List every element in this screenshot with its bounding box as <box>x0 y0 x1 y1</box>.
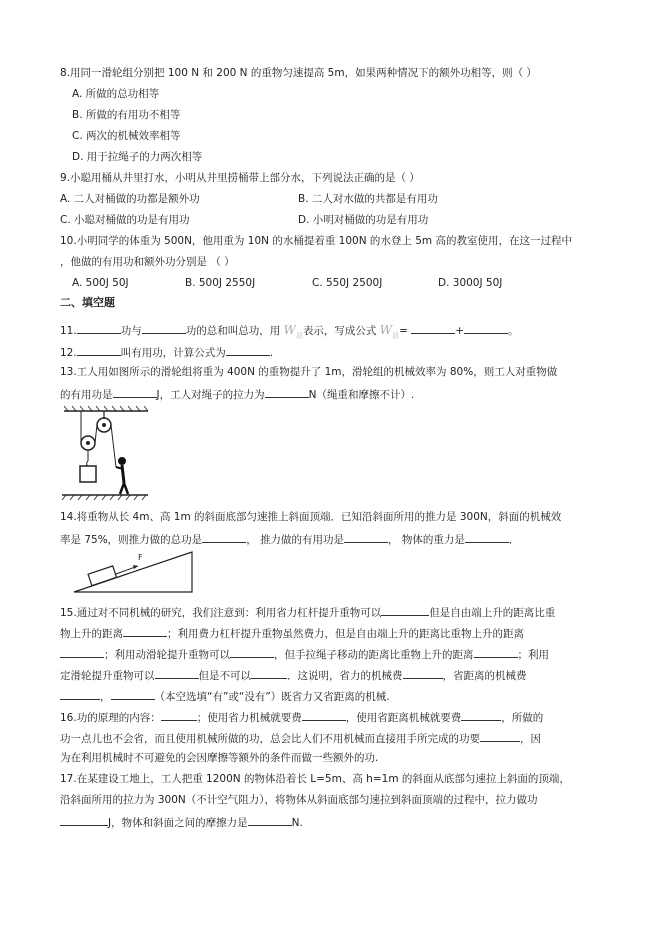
q15-blank-3[interactable] <box>60 646 104 658</box>
q15-blank-7[interactable] <box>251 667 287 679</box>
q15-blank-1[interactable] <box>381 604 429 616</box>
q9-option-a: A. 二人对桶做的功都是额外功 <box>60 193 200 205</box>
q9-stem: 9.小聪用桶从井里打水，小明从井里捞桶带上部分水，下列说法正确的是（ ） <box>60 172 420 184</box>
q10-option-d: D. 3000J 50J <box>438 277 503 289</box>
q11-blank-2[interactable] <box>142 322 186 334</box>
q8-option-a: A. 所做的总功相等 <box>72 88 160 100</box>
q9-option-c: C. 小聪对桶做的功是有用功 <box>60 214 190 226</box>
q12-end: . <box>269 347 274 359</box>
q17-line1: 17.在某建设工地上，工人把重 1200N 的物体沿着长 L=5m、高 h=1m 的斜面从底部匀速拉上斜面的顶端， <box>60 773 570 785</box>
q10-stem-line2: ，他做的有用功和额外功分别是 （ ） <box>60 256 235 268</box>
q11-text-a: 功与 <box>120 325 142 337</box>
q17-line3: J，物体和斜面之间的摩擦力是 N. <box>60 814 303 830</box>
q10-option-a: A. 500J 50J <box>72 277 129 289</box>
q14-blank-3[interactable] <box>465 531 509 543</box>
w-total-symbol: $W_总$ <box>283 323 303 340</box>
q12-blank-2[interactable] <box>226 344 270 356</box>
q11-text-b: 功的总和叫总功，用 <box>185 325 281 337</box>
q16-blank-4[interactable] <box>480 730 520 742</box>
q13-line2: 的有用功是 J，工人对绳子的拉力为 N（绳重和摩擦不计）. <box>60 386 414 402</box>
q10-stem-line1: 10.小明同学的体重为 500N，他用重为 10N 的水桶提着重 100N 的水登上 5m 高的教室使用，在这一过程中 <box>60 235 572 247</box>
q13-line1: 13.工人用如图所示的滑轮组将重为 400N 的重物提升了 1m，滑轮组的机械效率为 80%，则工人对重物做 <box>60 366 558 378</box>
q13-blank-2[interactable] <box>265 386 309 398</box>
q16-blank-1[interactable] <box>161 709 197 721</box>
q14-blank-1[interactable] <box>202 531 246 543</box>
q16-line2: 功一点儿也不会省，而且使用机械所做的功，总会比人们不用机械而直接用手所完成的功要 ，因 <box>60 730 541 746</box>
q10-option-b: B. 500J 2550J <box>185 277 256 289</box>
q11-equals: = <box>399 325 408 337</box>
q16-line1: 16.功的原理的内容： ；使用省力机械就要费 ，使用省距离机械就要费 ，所做的 <box>60 709 543 725</box>
q12-blank-1[interactable] <box>77 344 121 356</box>
q9-option-d: D. 小明对桶做的功是有用功 <box>298 214 429 226</box>
q11-plus: + <box>455 325 465 337</box>
q15-line4: 定滑轮提升重物可以 但是不可以 ．这说明，省力的机械费 ，省距离的机械费 <box>60 667 527 683</box>
q8-stem: 8.用同一滑轮组分别把 100 N 和 200 N 的重物匀速提高 5m，如果两种情况下的额外功相等，则（ ） <box>60 67 537 79</box>
q15-line1: 15.通过对不同机械的研究，我们注意到：利用省力杠杆提升重物可以 但是自由端上升的距离比重 <box>60 604 555 620</box>
w-total-symbol-formula: $W_总$ <box>379 323 400 340</box>
q11-blank-4[interactable] <box>464 322 508 334</box>
q17-line2: 沿斜面所用的拉力为 300N（不计空气阻力），将物体从斜面底部匀速拉到斜面顶端的过程中，拉力做功 <box>60 794 538 806</box>
q14-blank-2[interactable] <box>344 531 388 543</box>
section-title: 二、填空题 <box>60 296 115 309</box>
q11-number: 11. <box>60 325 77 337</box>
q12-line <box>60 344 273 360</box>
q15-blank-6[interactable] <box>155 667 199 679</box>
q11-line <box>60 322 519 342</box>
q8-option-d: D. 用于拉绳子的力两次相等 <box>72 151 203 163</box>
q10-option-c: C. 550J 2500J <box>312 277 383 289</box>
q11-blank-1[interactable] <box>77 322 121 334</box>
q12-number: 12. <box>60 347 77 359</box>
q15-blank-10[interactable] <box>111 688 155 700</box>
q15-line3: ；利用动滑轮提升重物可以 ，但手拉绳子移动的距离比重物上升的距离 ；利用 <box>60 646 549 662</box>
q11-blank-3[interactable] <box>411 322 455 334</box>
q16-blank-3[interactable] <box>461 709 501 721</box>
q16-blank-2[interactable] <box>302 709 346 721</box>
q14-line1: 14.将重物从长 4m、高 1m 的斜面底部匀速推上斜面顶端．已知沿斜面所用的推力是 300N，斜面的机械效 <box>60 511 562 523</box>
q11-text-c: 表示，写成公式 <box>302 325 377 337</box>
q14-line2: 率是 75%，则推力做的总功是 ， 推力做的有用功是 ， 物体的重力是 ． <box>60 531 519 547</box>
q15-blank-2[interactable] <box>123 625 167 637</box>
q8-option-b: B. 所做的有用功不相等 <box>72 109 181 121</box>
q15-line5: ， （本空选填“有”或“没有”）既省力又省距离的机械. <box>60 688 390 704</box>
q12-text: 叫有用功，计算公式为 <box>120 347 226 359</box>
q9-option-b: B. 二人对水做的共都是有用功 <box>298 193 438 205</box>
q15-line2: 物上升的距离 ；利用费力杠杆提升重物虽然费力，但是自由端上升的距离比重物上升的距离 <box>60 625 524 641</box>
q17-blank-2[interactable] <box>248 814 292 826</box>
q15-blank-8[interactable] <box>403 667 443 679</box>
q16-line3: 为在利用机械时不可避免的会因摩擦等额外的条件而做一些额外的功. <box>60 752 379 764</box>
force-label: F <box>138 553 143 562</box>
pulley-system-figure <box>60 405 150 500</box>
q8-option-c: C. 两次的机械效率相等 <box>72 130 181 142</box>
q15-blank-4[interactable] <box>230 646 274 658</box>
q15-blank-9[interactable] <box>60 688 100 700</box>
q13-blank-1[interactable] <box>113 386 157 398</box>
q11-end: 。 <box>508 325 519 337</box>
q15-blank-5[interactable] <box>474 646 518 658</box>
inclined-plane-figure <box>72 548 197 596</box>
q17-blank-1[interactable] <box>60 814 108 826</box>
